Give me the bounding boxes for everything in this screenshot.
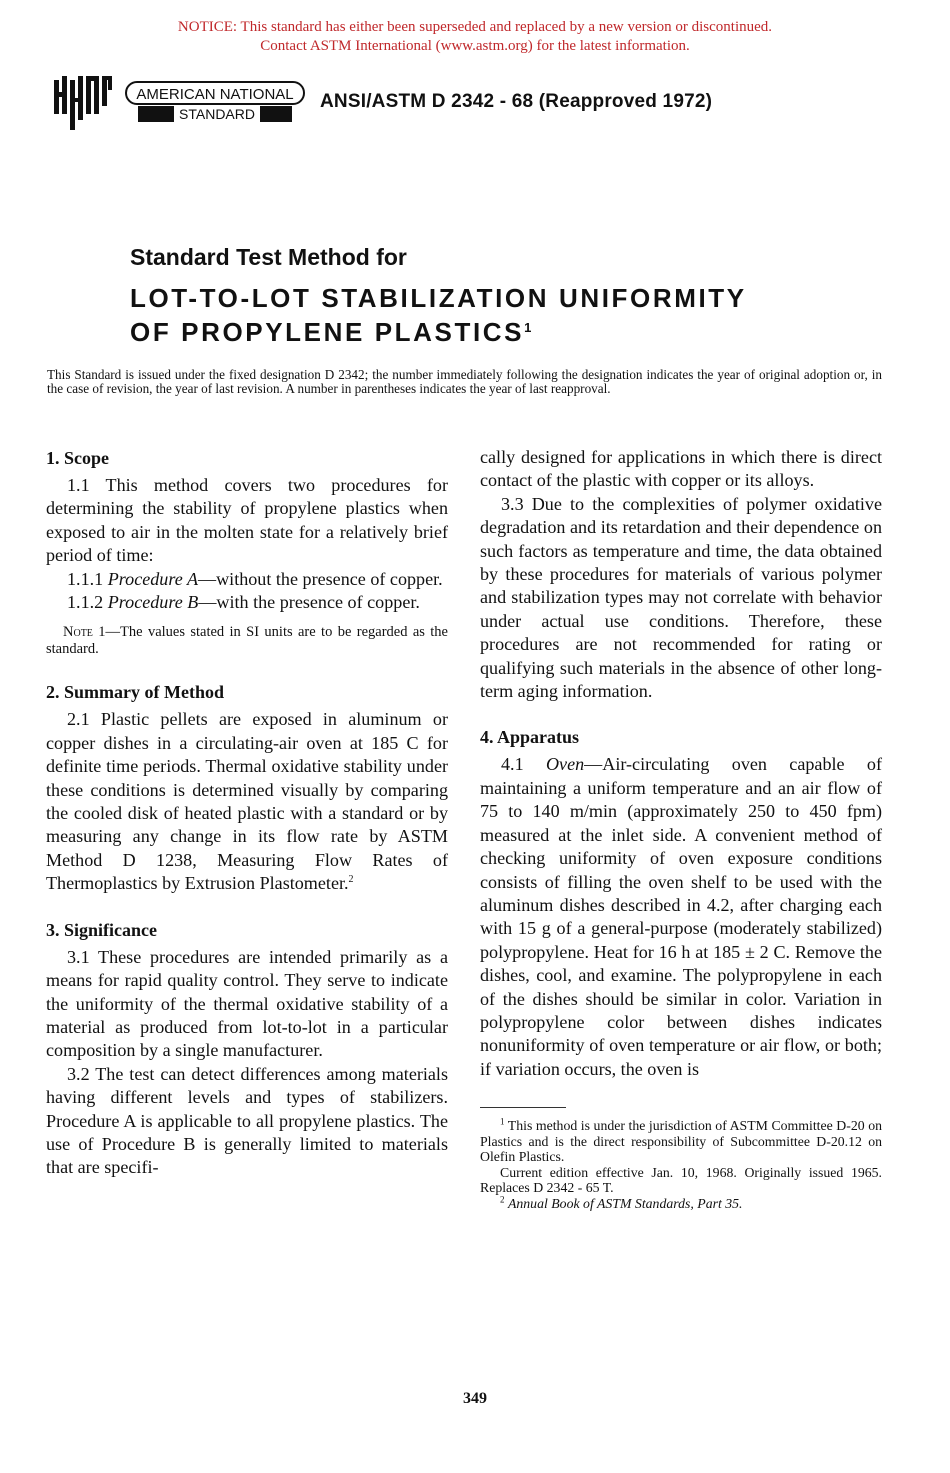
section-1-1-2-num: 1.1.2: [67, 592, 104, 613]
right-column: [480, 446, 882, 1211]
section-4-heading: 4. Apparatus: [480, 727, 580, 748]
notice-line-1: NOTICE: This standard has either been superseded and replaced by a new version or discontinued.: [177, 19, 773, 35]
footnote-1-mark: 1: [500, 1116, 505, 1127]
section-4-1: [480, 753, 882, 1081]
section-2-1-text: 2.1 Plastic pellets are exposed in aluminum or copper dishes in a circulating-air oven at 185 C for definite time periods. Thermal oxidative stability under these conditions is determined visually by comparing the cooled disk of heated plastic with a standard or by measuring any change in its flow rate by ASTM Method D 1238, Measuring Flow Rates of Thermoplastics by Extrusion Plastometer.: [46, 709, 448, 894]
section-1-1-1-num: 1.1.1: [67, 568, 104, 589]
left-column: [46, 446, 448, 1180]
procedure-a-label: Procedure A: [107, 568, 198, 589]
section-3-2: 3.2 The test can detect differences among materials having different levels and types of stabilizers. Procedure A is applicable to all propylene plastics. The use of Procedure B is generally limited to materials that are specifi-: [46, 1063, 448, 1178]
title-prefix: Standard Test Method for: [130, 244, 407, 270]
astm-logo-icon: [52, 74, 114, 130]
section-3-1: 3.1 These procedures are intended primarily as a means for rapid quality control. They serve to indicate the uniformity of the thermal oxidative stability of a material as produced from lot-to-lot in a particular composition by a single manufacturer.: [46, 946, 448, 1061]
footnote-2-mark: 2: [500, 1194, 505, 1205]
note-1-label: Note 1: [63, 624, 106, 641]
footnote-2: [480, 1196, 882, 1212]
section-2-heading: 2. Summary of Method: [46, 682, 224, 703]
title-line-1: LOT-TO-LOT STABILIZATION UNIFORMITY: [130, 283, 747, 313]
section-4-1-text: —Air-circulating oven capable of maintaining a uniform temperature and an air flow of 75 to 140 m/min (approximately 250 to 450 fpm) measured at the inlet side. A convenient method of checking uniformity of oven exposure conditions consists of filling the oven shelf to be used with the aluminum dishes described in 4.2, after charging each with 15 g of a general-purpose (moderately stabilized) polypropylene. Heat for 16 h at 185 ± 2 C. Remove the dishes, cool, and examine. The polypropylene in each of the dishes should be similar in color. Variation in polypropylene color between dishes indicates nonuniformity of oven temperature or air flow, or both; if variation occurs, the oven is: [480, 754, 882, 1079]
footnote-1-edition: Current edition effective Jan. 10, 1968. Originally issued 1965. Replaces D 2342 - 65 T.: [480, 1164, 882, 1196]
section-3-2-continued: cally designed for applications in which there is direct contact of the plastic with copper or its alloys.: [480, 447, 882, 491]
badge-bottom-text: STANDARD: [179, 106, 255, 122]
note-1: [46, 624, 448, 658]
title-line-2: [130, 315, 890, 349]
footnote-2-text: Annual Book of ASTM Standards, Part 35.: [507, 1195, 743, 1211]
oven-label: Oven: [545, 754, 585, 775]
title-footnote-mark: 1: [524, 320, 532, 335]
section-4-1-num: 4.1: [501, 754, 524, 775]
section-1-1: 1.1 This method covers two procedures for determining the stability of propylene plastics when exposed to air in the molten state for a relatively brief period of time:: [46, 475, 448, 566]
title-block: [130, 244, 890, 349]
section-1-1-1: [46, 568, 448, 591]
title-line-2-text: OF PROPYLENE PLASTICS: [130, 317, 525, 347]
procedure-b-label: Procedure B: [107, 592, 199, 613]
document-header: [52, 72, 712, 132]
ansi-badge-icon: [124, 80, 306, 124]
badge-top-text: AMERICAN NATIONAL: [136, 86, 294, 103]
standard-designation: ANSI/ASTM D 2342 - 68 (Reapproved 1972): [320, 91, 713, 112]
supersede-notice: [0, 18, 950, 56]
section-3-heading: 3. Significance: [46, 919, 157, 940]
section-1-1-2: [46, 591, 448, 614]
footnote-divider: [480, 1107, 566, 1108]
section-1-heading: 1. Scope: [46, 448, 109, 468]
notice-line-2: Contact ASTM International (www.astm.org) for the latest information.: [260, 38, 690, 54]
footnote-ref-2: 2: [348, 874, 354, 886]
footnote-1: [480, 1118, 882, 1165]
section-1-1-2-text: —with the presence of copper.: [198, 592, 420, 613]
section-3-3: 3.3 Due to the complexities of polymer oxidative degradation and its retardation and their dependence on such factors as temperature and time, the data obtained by these procedures for materials of various polymer and stabilization types may not correlate with behavior under actual use conditions. Therefore, these procedures are not recommended for rating or qualifying such materials in the absence of other long-term aging information.: [480, 493, 882, 702]
footnote-1-text: This method is under the jurisdiction of ASTM Committee D-20 on Plastics and is the direct responsibility of Subcommittee D-20.12 on Olefin Plastics.: [480, 1118, 882, 1165]
note-1-text: —The values stated in SI units are to be regarded as the standard.: [46, 624, 448, 658]
logo-text: ASTM: [52, 129, 55, 130]
issuance-statement: This Standard is issued under the fixed designation D 2342; the number immediately following the designation indicates the year of original adoption or, in the case of revision, the year of last revision. A number in parentheses indicates the year of last reapproval.: [47, 367, 882, 396]
section-2-1: [46, 708, 448, 895]
section-1-1-1-text: —without the presence of copper.: [198, 568, 443, 589]
page-number: 349: [463, 1390, 487, 1407]
